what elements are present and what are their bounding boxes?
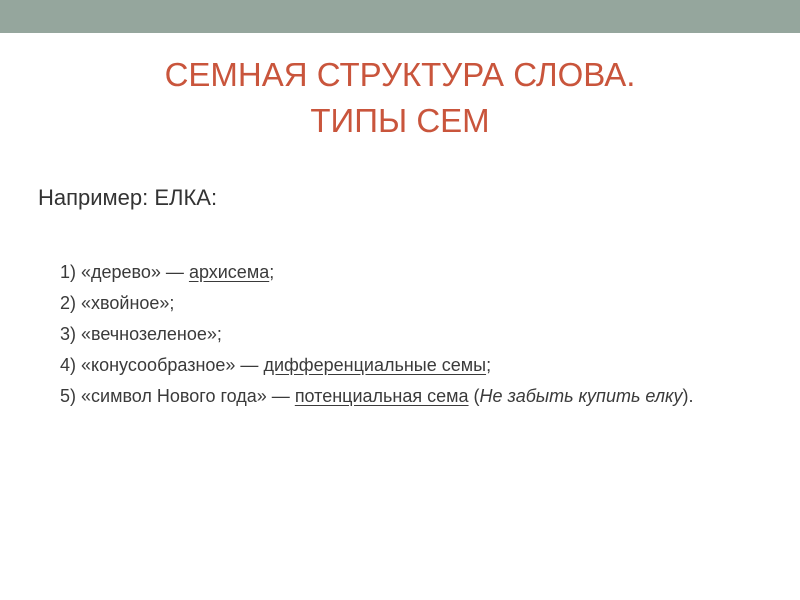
item-text: 1) «дерево» — [60, 262, 189, 282]
term-differential-semes: дифференциальные семы [263, 355, 487, 375]
list-item [60, 259, 740, 285]
paren-close: ). [682, 386, 694, 406]
term-archiseme: архисема [188, 262, 270, 282]
example-lead: Например: ЕЛКА: [38, 185, 218, 210]
item-suffix: ; [486, 355, 492, 375]
item-suffix: ; [269, 262, 275, 282]
item-text: 3) «вечнозеленое»; [60, 324, 222, 344]
list-item [60, 352, 740, 378]
term-potential-seme: потенциальная сема [294, 386, 469, 406]
slide-title-line-2: ТИПЫ СЕМ [310, 102, 490, 139]
item-text: 4) «конусообразное» — [60, 355, 264, 375]
list-item [60, 290, 740, 316]
top-decorative-bar [0, 0, 800, 33]
example-phrase: Не забыть купить елку [479, 386, 683, 406]
slide-title [0, 52, 800, 144]
seme-list [60, 259, 740, 414]
item-text: 5) «символ Нового года» — [60, 386, 295, 406]
list-item [60, 321, 740, 347]
item-text: 2) «хвойное»; [60, 293, 175, 313]
paren-open: ( [468, 386, 480, 406]
list-item [60, 383, 740, 409]
slide-title-line-1: СЕМНАЯ СТРУКТУРА СЛОВА. [164, 56, 636, 93]
